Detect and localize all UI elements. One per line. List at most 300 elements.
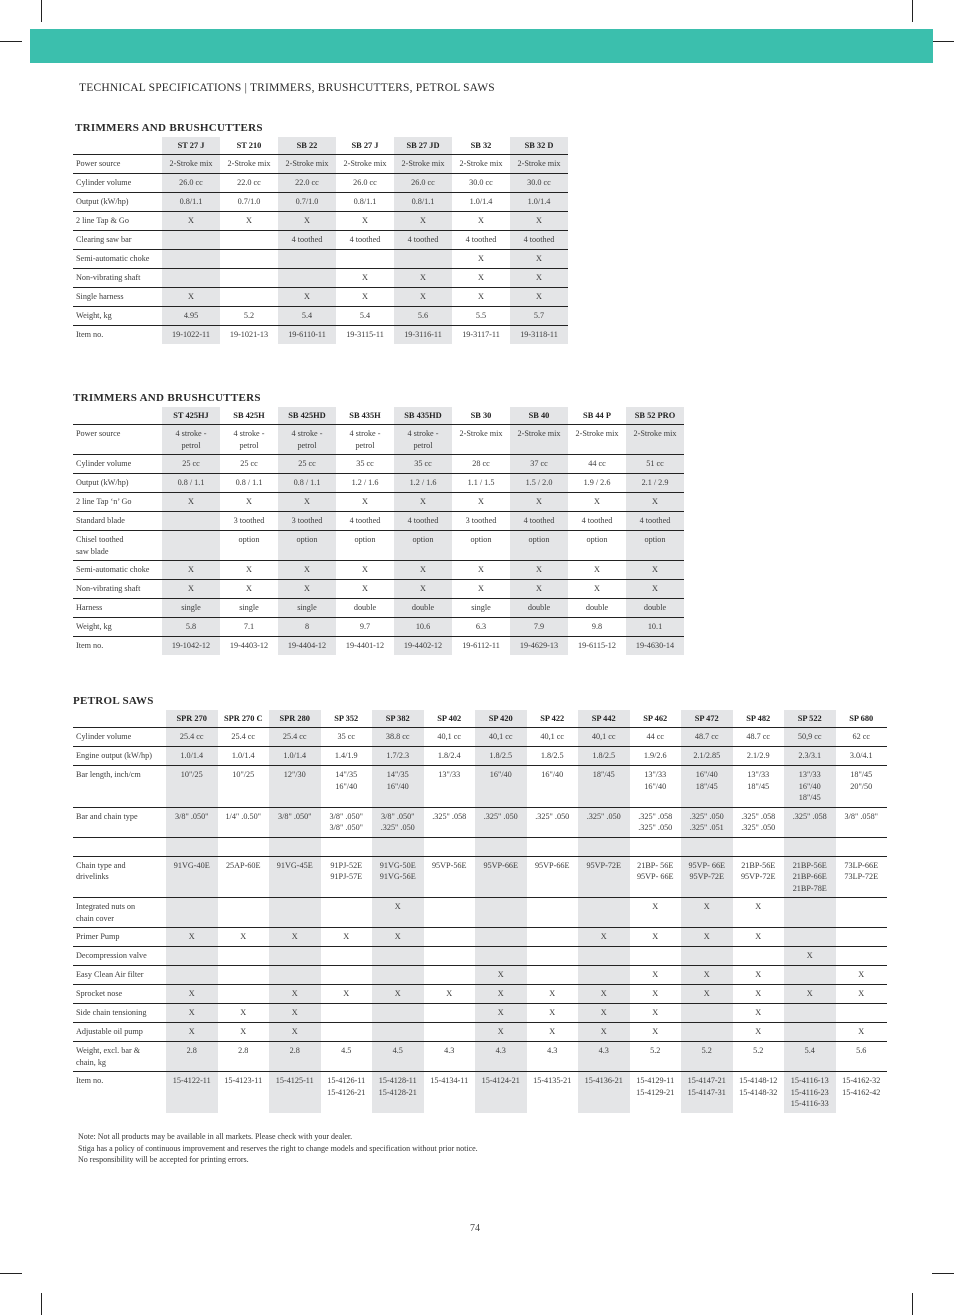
spec-cell: 4 toothed xyxy=(278,231,336,250)
spec-cell: 15-4134-11 xyxy=(430,1076,469,1085)
spec-cell: X xyxy=(336,580,394,599)
row-label xyxy=(73,837,166,856)
spec-cell xyxy=(681,1023,733,1042)
table-row xyxy=(73,985,887,1004)
spec-cell xyxy=(424,966,476,985)
spec-cell: X xyxy=(424,985,476,1004)
spec-cell: 3/8" .050" 3/8" .050" xyxy=(321,807,373,837)
spec-table-trimmers-2 xyxy=(73,407,684,655)
spec-table-petrol-saws xyxy=(73,710,887,1113)
spec-cell xyxy=(578,837,630,856)
spec-cell: 4 stroke - petrol xyxy=(162,425,220,455)
spec-cell: X xyxy=(394,288,452,307)
row-label: Sprocket nose xyxy=(73,985,166,1004)
row-label: Power source xyxy=(73,425,162,455)
table-header-row xyxy=(73,137,568,155)
spec-cell: 4 toothed xyxy=(394,512,452,531)
spec-cell: X xyxy=(220,212,278,231)
spec-cell: X xyxy=(452,288,510,307)
spec-cell: 5.6 xyxy=(836,1042,888,1072)
section-title-trimmers-1: TRIMMERS AND BRUSHCUTTERS xyxy=(75,122,263,134)
spec-cell: 1.2 / 1.6 xyxy=(394,474,452,493)
spec-cell: X xyxy=(475,966,527,985)
table-row xyxy=(73,174,568,193)
crop-mark xyxy=(932,1273,954,1274)
spec-cell: X xyxy=(278,580,336,599)
spec-cell: 19-3116-11 xyxy=(394,326,452,345)
table-header-row xyxy=(73,710,887,728)
spec-cell: X xyxy=(475,1004,527,1023)
spec-cell xyxy=(836,1004,888,1023)
spec-cell: 13"/33 xyxy=(424,766,476,808)
spec-cell: X xyxy=(394,493,452,512)
spec-cell xyxy=(784,966,836,985)
spec-cell: X xyxy=(269,985,321,1004)
spec-cell: 19-4629-13 xyxy=(510,637,568,656)
spec-cell: 10.1 xyxy=(626,618,684,637)
spec-cell: X xyxy=(452,269,510,288)
spec-cell: 13"/33 16"/40 xyxy=(630,766,682,808)
spec-cell: double xyxy=(336,599,394,618)
spec-cell xyxy=(162,250,220,269)
spec-cell: X xyxy=(578,928,630,947)
table-row xyxy=(73,493,684,512)
spec-cell xyxy=(166,947,218,966)
spec-cell xyxy=(278,250,336,269)
spec-cell: 19-1022-11 xyxy=(162,326,220,345)
spec-cell: 18"/45 20"/50 xyxy=(836,766,888,808)
crop-mark xyxy=(0,1273,22,1274)
spec-cell: X xyxy=(321,928,373,947)
spec-cell: X xyxy=(510,580,568,599)
row-label: Bar length, inch/cm xyxy=(73,766,166,808)
row-label: Cylinder volume xyxy=(73,455,162,474)
spec-cell: X xyxy=(568,493,626,512)
model-column-header: SB 425H xyxy=(220,407,278,425)
spec-cell: 73LP-66E 73LP-72E xyxy=(836,856,888,898)
spec-cell: 3 toothed xyxy=(220,512,278,531)
model-column-header: SP 482 xyxy=(733,710,785,728)
spec-cell: 14"/35 16"/40 xyxy=(372,766,424,808)
spec-cell: 2.1/2.85 xyxy=(681,747,733,766)
model-column-header: SP 352 xyxy=(321,710,373,728)
table-row xyxy=(73,1004,887,1023)
table-row xyxy=(73,580,684,599)
spec-cell: X xyxy=(278,493,336,512)
spec-cell: 91VG-40E xyxy=(166,856,218,898)
spec-cell xyxy=(475,898,527,928)
spec-cell: 4.5 xyxy=(321,1042,373,1072)
spec-cell: 21BP- 56E 95VP- 66E xyxy=(630,856,682,898)
table-row xyxy=(73,837,887,856)
model-column-header: SB 22 xyxy=(278,137,336,155)
spec-cell xyxy=(220,269,278,288)
spec-cell: 2-Stroke mix xyxy=(452,425,510,455)
row-label: Weight, kg xyxy=(73,618,162,637)
crop-mark xyxy=(41,1293,42,1315)
spec-cell: option xyxy=(220,531,278,561)
spec-cell: 7.1 xyxy=(220,618,278,637)
spec-cell xyxy=(527,966,579,985)
spec-cell: X xyxy=(220,493,278,512)
model-column-header: SB 27 JD xyxy=(394,137,452,155)
spec-cell: .325" .058 .325" .050 xyxy=(733,807,785,837)
spec-cell: X xyxy=(278,561,336,580)
row-label: Single harness xyxy=(73,288,162,307)
spec-cell: X xyxy=(162,561,220,580)
spec-cell: X xyxy=(162,580,220,599)
spec-cell: X xyxy=(278,288,336,307)
table-row xyxy=(73,269,568,288)
row-label: Weight, kg xyxy=(73,307,162,326)
row-label: Weight, excl. bar & chain, kg xyxy=(73,1042,166,1072)
spec-cell: 3/8" .050" xyxy=(269,807,321,837)
spec-cell: 15-4128-11 15-4128-21 xyxy=(372,1072,424,1113)
spec-cell: 2.1/2.9 xyxy=(733,747,785,766)
spec-cell: X xyxy=(630,898,682,928)
spec-cell: 19-4402-12 xyxy=(394,637,452,656)
spec-cell: 5.2 xyxy=(220,307,278,326)
footnote xyxy=(78,1131,478,1166)
spec-cell: 38.8 cc xyxy=(372,728,424,747)
spec-cell: X xyxy=(626,493,684,512)
header-cell-blank xyxy=(73,710,166,728)
spec-cell: 25AP-60E xyxy=(218,856,270,898)
table-row xyxy=(73,947,887,966)
table-row xyxy=(73,231,568,250)
model-column-header: SP 680 xyxy=(836,710,888,728)
spec-cell: 40,1 cc xyxy=(424,728,476,747)
row-label: Semi-automatic choke xyxy=(73,561,162,580)
spec-cell xyxy=(424,1023,476,1042)
header-cell-blank xyxy=(73,407,162,425)
spec-cell: 3/8" .050" .325" .050 xyxy=(372,807,424,837)
spec-cell xyxy=(394,250,452,269)
table-row xyxy=(73,856,887,898)
spec-cell: 1.0/1.4 xyxy=(218,747,270,766)
table-row xyxy=(73,531,684,561)
row-label: Non-vibrating shaft xyxy=(73,269,162,288)
spec-cell: X xyxy=(784,985,836,1004)
spec-cell xyxy=(681,947,733,966)
spec-cell: option xyxy=(626,531,684,561)
spec-cell xyxy=(424,898,476,928)
spec-cell: X xyxy=(452,580,510,599)
spec-cell xyxy=(218,898,270,928)
model-column-header: SP 420 xyxy=(475,710,527,728)
spec-cell: 4.95 xyxy=(162,307,220,326)
spec-cell: 15-4162-32 15-4162-42 xyxy=(842,1076,881,1097)
spec-cell xyxy=(321,1023,373,1042)
spec-cell: 2.3/3.1 xyxy=(784,747,836,766)
spec-cell: X xyxy=(321,985,373,1004)
spec-cell: X xyxy=(336,493,394,512)
spec-cell: 2.1 / 2.9 xyxy=(626,474,684,493)
spec-cell: X xyxy=(784,947,836,966)
spec-cell: X xyxy=(681,985,733,1004)
spec-cell: 14"/35 16"/40 xyxy=(321,766,373,808)
spec-cell: 2-Stroke mix xyxy=(220,155,278,174)
spec-cell: 2-Stroke mix xyxy=(510,155,568,174)
model-column-header: SP 442 xyxy=(578,710,630,728)
spec-cell: 1.0/1.4 xyxy=(269,747,321,766)
spec-cell: 5.4 xyxy=(336,307,394,326)
spec-cell: 4 toothed xyxy=(394,231,452,250)
spec-cell: 13"/33 16"/40 18"/45 xyxy=(784,766,836,808)
spec-cell xyxy=(527,947,579,966)
page-number: 74 xyxy=(470,1223,480,1234)
table-row xyxy=(73,212,568,231)
spec-cell: 4 toothed xyxy=(452,231,510,250)
spec-cell: X xyxy=(166,985,218,1004)
table-row xyxy=(73,561,684,580)
spec-cell: 4 toothed xyxy=(568,512,626,531)
spec-cell: 15-4136-21 xyxy=(578,1072,630,1113)
spec-cell: single xyxy=(220,599,278,618)
spec-cell: 0.8/1.1 xyxy=(162,193,220,212)
model-column-header: SPR 270 xyxy=(166,710,218,728)
spec-cell: X xyxy=(394,580,452,599)
spec-cell: X xyxy=(372,898,424,928)
spec-cell: 3/8" .050" xyxy=(166,807,218,837)
spec-cell xyxy=(733,947,785,966)
spec-cell: 15-4135-21 xyxy=(533,1076,572,1085)
spec-cell: 62 cc xyxy=(836,728,888,747)
spec-cell: X xyxy=(510,288,568,307)
row-label: Bar and chain type xyxy=(73,807,166,837)
spec-cell xyxy=(733,837,785,856)
spec-cell xyxy=(321,1004,373,1023)
spec-cell xyxy=(218,947,270,966)
spec-cell xyxy=(630,837,682,856)
spec-cell xyxy=(220,231,278,250)
spec-cell: 51 cc xyxy=(626,455,684,474)
spec-cell: X xyxy=(836,985,888,1004)
table-row xyxy=(73,807,887,837)
spec-cell: 37 cc xyxy=(510,455,568,474)
spec-cell xyxy=(269,966,321,985)
spec-cell: X xyxy=(527,1004,579,1023)
spec-cell: 9.7 xyxy=(336,618,394,637)
spec-cell xyxy=(784,898,836,928)
spec-cell: 5.8 xyxy=(162,618,220,637)
spec-cell: X xyxy=(452,493,510,512)
spec-cell xyxy=(630,947,682,966)
spec-cell: 2-Stroke mix xyxy=(336,155,394,174)
spec-cell: X xyxy=(220,561,278,580)
spec-cell: 9.8 xyxy=(568,618,626,637)
crop-mark xyxy=(912,1293,913,1315)
spec-cell: X xyxy=(630,1004,682,1023)
spec-cell xyxy=(681,1004,733,1023)
spec-cell: 4.3 xyxy=(527,1042,579,1072)
spec-cell: double xyxy=(510,599,568,618)
spec-cell: 4.3 xyxy=(424,1042,476,1072)
spec-cell: 26.0 cc xyxy=(336,174,394,193)
spec-cell: 1.1 / 1.5 xyxy=(452,474,510,493)
spec-cell xyxy=(424,837,476,856)
spec-cell: X xyxy=(733,985,785,1004)
spec-cell: 4 stroke - petrol xyxy=(220,425,278,455)
spec-cell: 1.2 / 1.6 xyxy=(336,474,394,493)
spec-cell: X xyxy=(336,212,394,231)
table-row xyxy=(73,898,887,928)
spec-cell: 19-6110-11 xyxy=(278,326,336,345)
spec-cell: X xyxy=(162,288,220,307)
spec-cell: option xyxy=(568,531,626,561)
spec-cell xyxy=(269,947,321,966)
spec-cell: 35 cc xyxy=(321,728,373,747)
spec-cell xyxy=(836,898,888,928)
footnote-line: Note: Not all products may be available in all markets. Please check with your dealer. xyxy=(78,1132,353,1141)
spec-cell: 0.8 / 1.1 xyxy=(162,474,220,493)
spec-cell: 0.7/1.0 xyxy=(278,193,336,212)
table-row xyxy=(73,193,568,212)
footnote-line: No responsibility will be accepted for printing errors. xyxy=(78,1155,249,1165)
spec-cell: 2-Stroke mix xyxy=(452,155,510,174)
spec-cell: X xyxy=(578,985,630,1004)
table-row xyxy=(73,1072,887,1113)
spec-cell: 4 stroke - petrol xyxy=(394,425,452,455)
spec-cell xyxy=(424,1004,476,1023)
spec-cell: option xyxy=(510,531,568,561)
spec-cell: 5.2 xyxy=(630,1042,682,1072)
footnote-line: Stiga has a policy of continuous improvement and reserves the right to change models and specification without prior notice. xyxy=(78,1143,478,1153)
spec-cell xyxy=(166,966,218,985)
spec-cell: 35 cc xyxy=(394,455,452,474)
spec-cell: .325" .058 xyxy=(784,807,836,837)
spec-cell xyxy=(372,966,424,985)
spec-cell: X xyxy=(630,966,682,985)
spec-cell xyxy=(527,898,579,928)
spec-cell: X xyxy=(336,269,394,288)
spec-cell: X xyxy=(681,966,733,985)
model-column-header: SB 435HD xyxy=(394,407,452,425)
model-column-header: SB 52 PRO xyxy=(626,407,684,425)
spec-cell: 5.2 xyxy=(733,1042,785,1072)
spec-cell xyxy=(321,898,373,928)
spec-cell: X xyxy=(162,212,220,231)
spec-cell: single xyxy=(452,599,510,618)
spec-cell xyxy=(218,966,270,985)
spec-cell xyxy=(321,837,373,856)
spec-cell: 19-4401-12 xyxy=(345,641,385,650)
spec-cell: 19-6112-11 xyxy=(462,641,500,650)
spec-cell: X xyxy=(475,1023,527,1042)
spec-cell: 44 cc xyxy=(630,728,682,747)
spec-cell: 19-1021-13 xyxy=(229,330,269,339)
spec-cell: X xyxy=(166,928,218,947)
spec-cell: 19-4403-12 xyxy=(229,641,269,650)
spec-cell: X xyxy=(510,250,568,269)
spec-cell xyxy=(269,898,321,928)
model-column-header: SP 402 xyxy=(424,710,476,728)
spec-cell: X xyxy=(568,561,626,580)
spec-cell: 15-4125-11 xyxy=(269,1072,321,1113)
spec-cell: .325" .050 xyxy=(527,807,579,837)
spec-cell: 21BP-56E 95VP-72E xyxy=(733,856,785,898)
spec-cell xyxy=(424,928,476,947)
row-label: Harness xyxy=(73,599,162,618)
spec-cell: 2-Stroke mix xyxy=(568,425,626,455)
spec-cell: 0.7/1.0 xyxy=(220,193,278,212)
spec-cell xyxy=(218,985,270,1004)
spec-cell: 95VP-66E xyxy=(475,856,527,898)
spec-cell: 0.8/1.1 xyxy=(394,193,452,212)
spec-cell: 13"/33 18"/45 xyxy=(733,766,785,808)
spec-cell xyxy=(162,512,220,531)
spec-cell: 3/8" .058" xyxy=(836,807,888,837)
spec-cell: 19-3117-11 xyxy=(462,330,500,339)
spec-cell: 91PJ-52E 91PJ-57E xyxy=(321,856,373,898)
spec-cell xyxy=(578,898,630,928)
spec-cell: 3 toothed xyxy=(278,512,336,531)
spec-cell: 48.7 cc xyxy=(733,728,785,747)
spec-cell: 8 xyxy=(278,618,336,637)
spec-cell: 4.3 xyxy=(578,1042,630,1072)
spec-cell: 12"/30 xyxy=(269,766,321,808)
model-column-header: SB 425HD xyxy=(278,407,336,425)
spec-cell: 10"/25 xyxy=(218,766,270,808)
spec-cell: single xyxy=(162,599,220,618)
spec-cell: 95VP-72E xyxy=(578,856,630,898)
row-label: Output (kW/hp) xyxy=(73,474,162,493)
spec-cell: X xyxy=(452,561,510,580)
row-label: 2 line Tap ‘n’ Go xyxy=(73,493,162,512)
spec-cell: X xyxy=(578,1023,630,1042)
model-column-header: SP 472 xyxy=(681,710,733,728)
spec-cell: 2-Stroke mix xyxy=(278,155,336,174)
spec-cell: 5.4 xyxy=(278,307,336,326)
spec-cell: 5.5 xyxy=(452,307,510,326)
spec-cell: X xyxy=(836,966,888,985)
spec-cell: 25 cc xyxy=(278,455,336,474)
spec-cell xyxy=(372,947,424,966)
spec-cell xyxy=(681,837,733,856)
spec-cell xyxy=(220,288,278,307)
spec-cell: X xyxy=(452,212,510,231)
spec-cell: 15-4129-11 15-4129-21 xyxy=(636,1076,675,1097)
spec-cell: option xyxy=(394,531,452,561)
spec-cell: X xyxy=(510,269,568,288)
table-header-row xyxy=(73,407,684,425)
spec-cell: X xyxy=(510,493,568,512)
spec-table-trimmers-1 xyxy=(73,137,568,344)
spec-cell xyxy=(166,837,218,856)
spec-cell xyxy=(784,1023,836,1042)
spec-cell: X xyxy=(218,928,270,947)
spec-cell: double xyxy=(626,599,684,618)
spec-cell xyxy=(784,837,836,856)
spec-cell: 5.4 xyxy=(784,1042,836,1072)
spec-cell: X xyxy=(630,985,682,1004)
spec-cell: 25.4 cc xyxy=(166,728,218,747)
spec-cell: 21BP-56E 21BP-66E 21BP-78E xyxy=(784,856,836,898)
spec-cell: 19-3118-11 xyxy=(510,326,568,345)
row-label: Non-vibrating shaft xyxy=(73,580,162,599)
row-label: Chain type and drivelinks xyxy=(73,856,166,898)
spec-cell: X xyxy=(162,493,220,512)
spec-cell: 4 toothed xyxy=(626,512,684,531)
spec-cell: X xyxy=(336,561,394,580)
spec-cell: X xyxy=(166,1004,218,1023)
spec-cell: 22.0 cc xyxy=(278,174,336,193)
spec-cell: X xyxy=(269,928,321,947)
row-label: Primer Pump xyxy=(73,928,166,947)
spec-cell: X xyxy=(372,985,424,1004)
row-label: 2 line Tap & Go xyxy=(73,212,162,231)
spec-cell xyxy=(166,898,218,928)
